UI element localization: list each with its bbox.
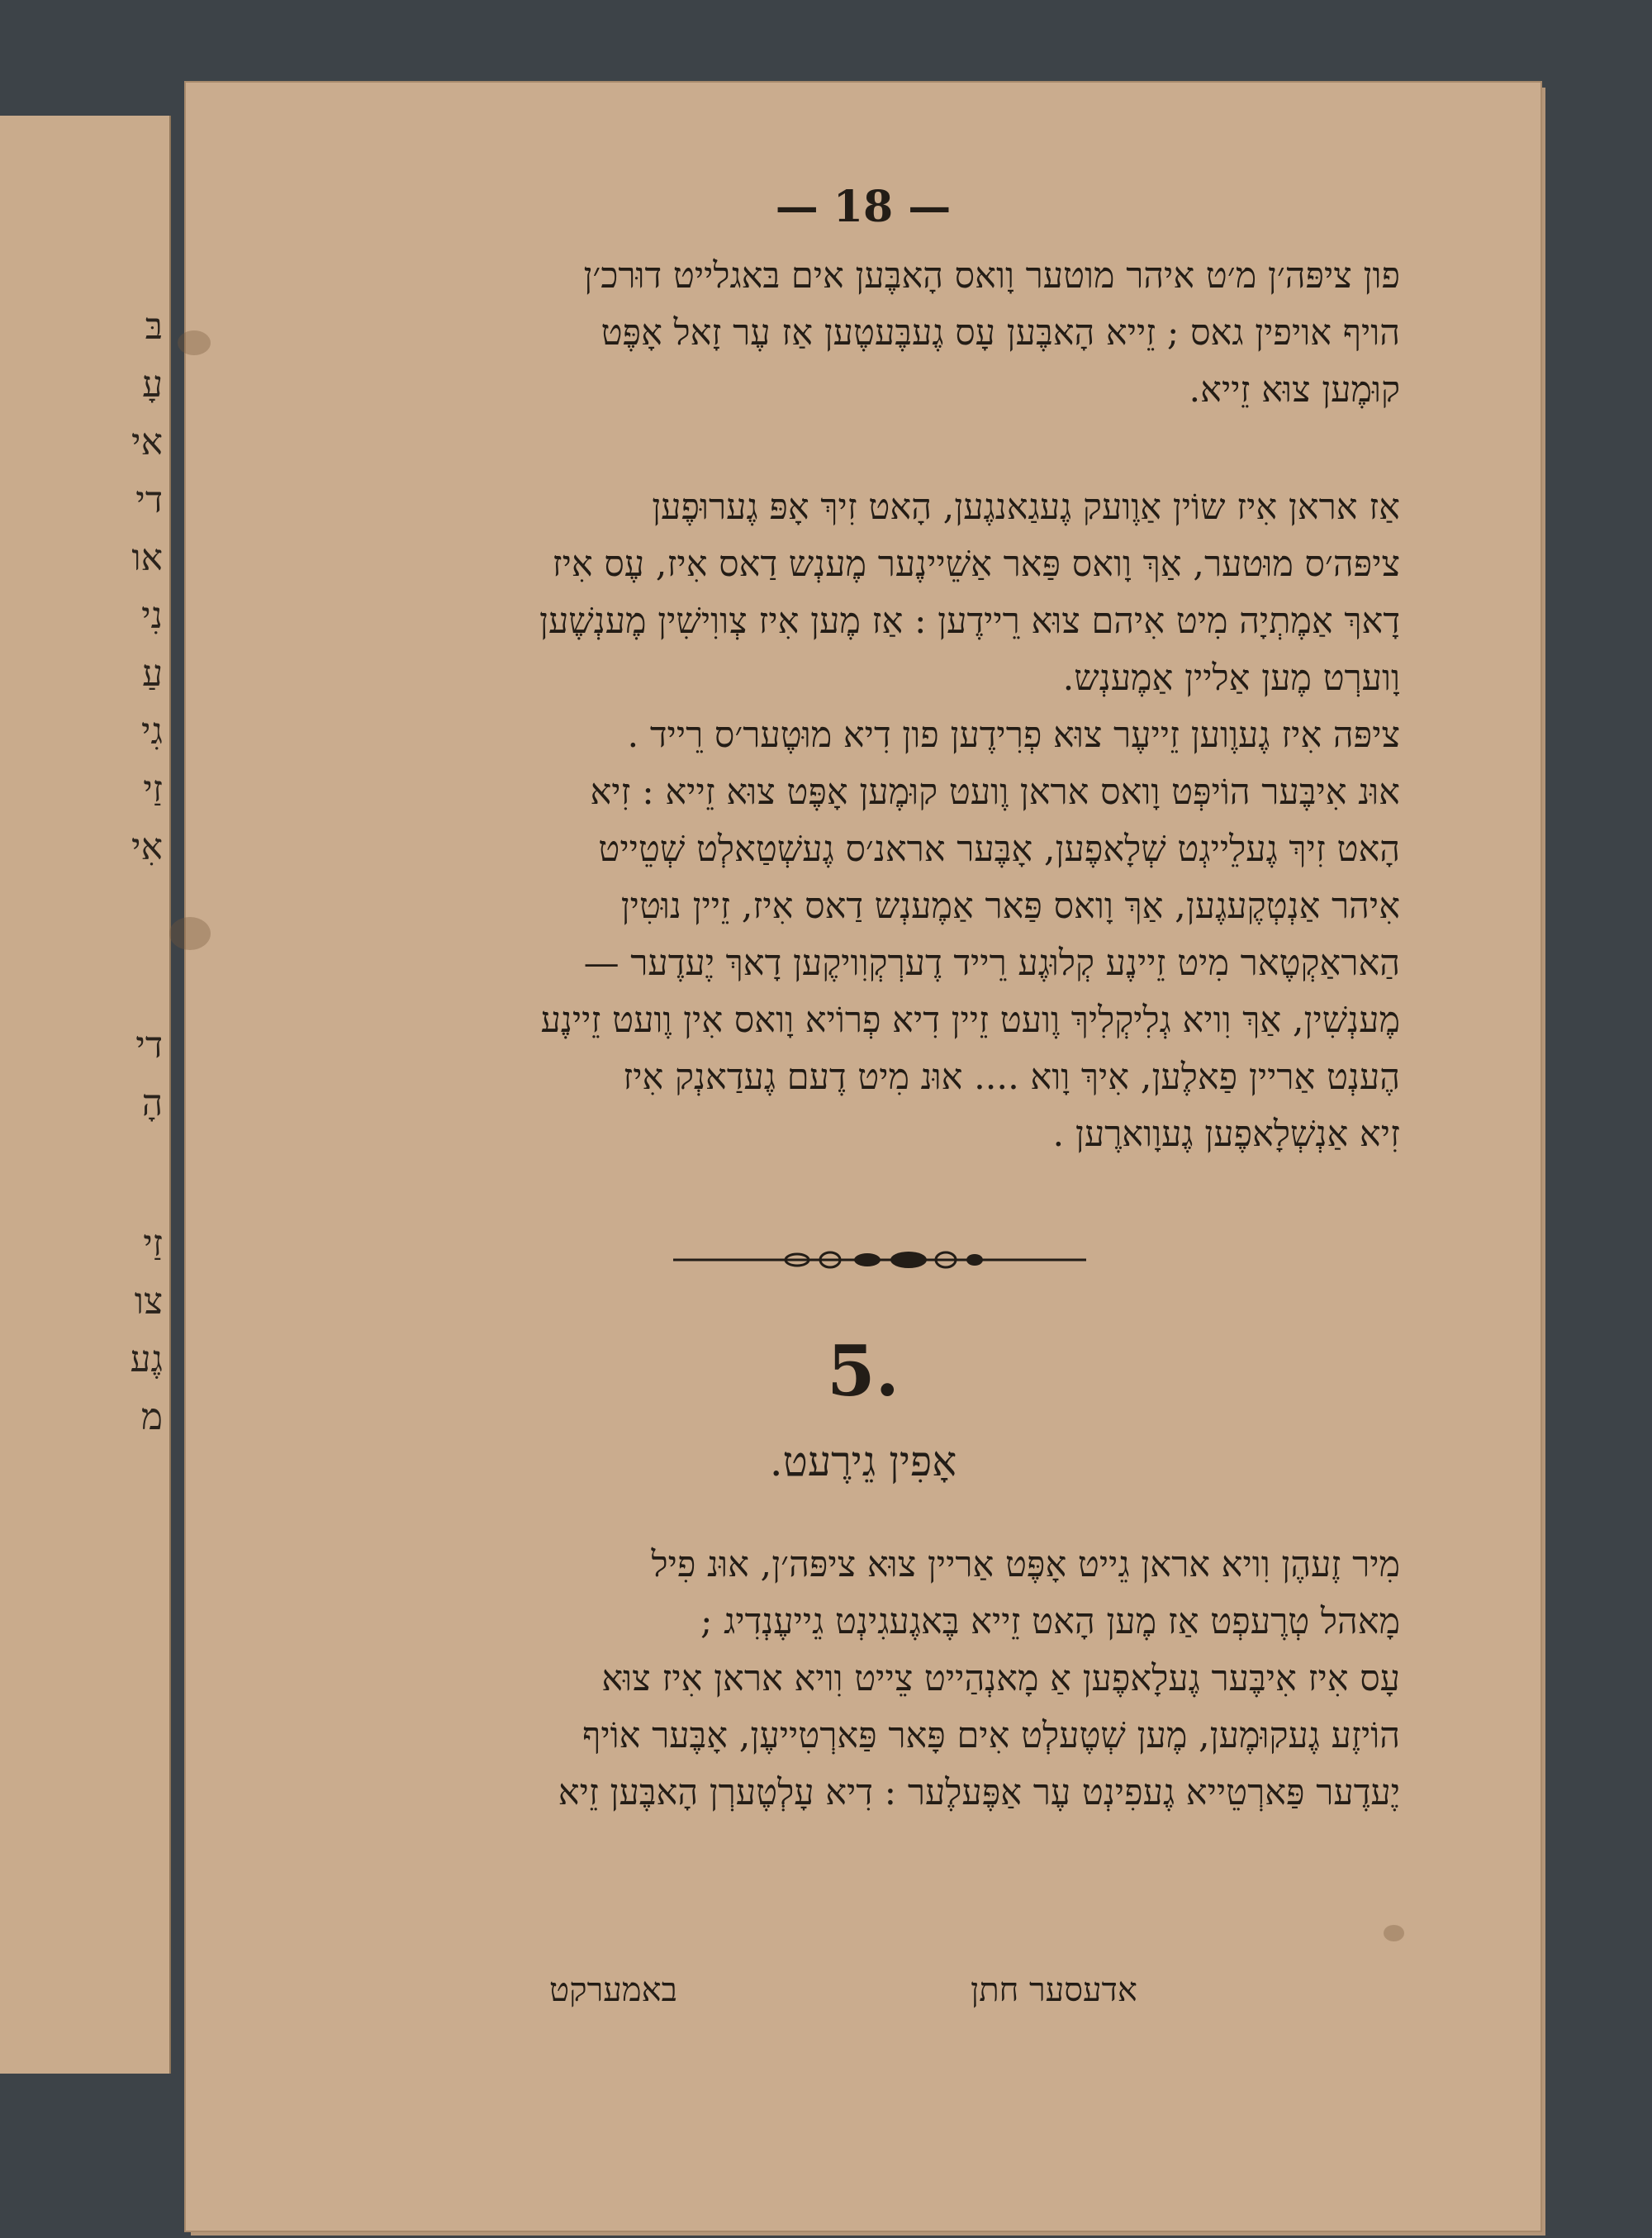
text-line: דָאךְ אַמֶתְיָה מִיט אִיהם צוּא רֵיידֶען : אַז מֶען אִיז צְווִישִׁין מֶענְשֶׁען bbox=[539, 601, 1400, 642]
ornamental-divider bbox=[673, 1247, 1086, 1272]
left-page-fragment: בּ bbox=[145, 306, 163, 348]
text-line: הֶענְט אַריין פַאלֶען, אִיךְ וָוא .... אוּנ מִיט דֶעם גֶעדַאנְק אִיז bbox=[623, 1057, 1400, 1098]
text-line: ציפּה אִיז גֶעוֶוען זֵייעֶר צוּא פְרִידֶען פון דִיא מוּטֶער׳ס רֵייד . bbox=[627, 715, 1400, 756]
chapter-number: 5. bbox=[827, 1330, 900, 1412]
left-page-fragment: די bbox=[135, 479, 163, 521]
left-page-fragment: מ bbox=[140, 1396, 163, 1438]
text-line: מִיר זֶעהֶן וִויא אראן גֵייט אָפֶּט אַריין צוּא ציפּה׳ן, אוּנ פִיל bbox=[651, 1544, 1400, 1585]
text-line: עָס אִיז אִיבֶּער גֶעלָאפֶען אַ מָאנְהַייט צֵייט וִויא אראן אִיז צוּא bbox=[601, 1658, 1400, 1699]
text-line: זִיא אַנְשְׁלָאפֶען גֶעוָוארֶען . bbox=[1052, 1114, 1400, 1155]
chapter-title: אָפִין גֵירֶעט. bbox=[769, 1437, 957, 1485]
page-number: — 18 — bbox=[775, 182, 952, 232]
text-line: יֶעדֶער פַּארְטֵייא גֶעפִינְט עֶר אַפֶּעלֶער : דִיא עָלְטֶערְן הָאבֶּען זֵיא bbox=[558, 1772, 1400, 1813]
text-line: הוֹיזֶע גֶעקוּמֶען, מֶען שְׁטֶעלְט אִים פָּאר פַּארְטִייעֶן, אָבֶּער אוֹיף bbox=[582, 1715, 1400, 1756]
text-line: הָאט זִיךְ גֶעלֵייגְט שְׁלָאפֶען, אָבֶּער אראנ׳ס גֶעשְׁטַאלְט שְׁטֵייט bbox=[598, 829, 1400, 870]
left-page-fragment: נִי bbox=[141, 595, 163, 637]
left-page-fragment: אי bbox=[131, 421, 163, 463]
paper-stain bbox=[1384, 1925, 1404, 1941]
left-page-fragment: די bbox=[135, 1024, 163, 1067]
text-line: ציפּה׳ס מוּטער, אַךְ וָואס פַּאר אַשֵׁיינֶער מֶענְש דַאס אִיז, עֶס אִיז bbox=[552, 544, 1400, 585]
text-line: הַאראַקְטֶאר מִיט זֵיינֶע קְלוּגֶע רֵייד דֶערְקְוִויקֶען דָאךְ יֶעדֶער — bbox=[583, 943, 1400, 984]
left-page-fragment: גִי bbox=[140, 710, 163, 753]
paragraph-2 bbox=[326, 479, 1400, 707]
left-page-fragment: עַ bbox=[142, 653, 163, 695]
text-line: מָאהל טְרֶעפְט אַז מֶען הָאט זֵייא בֶּאגֶעגִינְט גֵייעֶנְדִיג ; bbox=[700, 1601, 1400, 1642]
left-page-fragment: זַי bbox=[143, 1223, 163, 1265]
text-line: אוּנ אִיבֶּער הוֹיפְּט וָואס אראן וֶועט קוּמֶען אָפֶּט צוּא זֵייא : זִיא bbox=[590, 772, 1400, 813]
text-line: אַז אראן אִיז שוֹין אַוֶועק גֶעגַאנגֶען, הָאט זִיךְ אָפּ גֶערוּפֶען bbox=[652, 487, 1400, 528]
text-line: מֶענְשִׁין, אַךְ וִויא גְלִיקְלִיךְ וֶועט זֵיין דִיא פְרוֹיא וָואס אִין וֶועט זֵיינֶע bbox=[540, 1000, 1400, 1041]
text-line: קוּמֶען צוּא זֵייא. bbox=[1189, 369, 1400, 411]
text-line: הויף אויפין גאס ; זֵייא הָאבֶּען עָס גֶעבֶּעטֶען אַז עֶר זָאל אָפֶּט bbox=[601, 312, 1400, 354]
text-line: אִיהר אַנְטְקֶעגֶען, אַךְ וָואס פַּאר אַמֶענְש דַאס אִיז, זֵיין נוּטִין bbox=[620, 886, 1400, 927]
left-page-fragment: צו bbox=[134, 1281, 163, 1323]
left-page-fragment: גֶע bbox=[130, 1338, 163, 1380]
paragraph-1 bbox=[326, 248, 1400, 419]
text-line: פון ציפּה׳ן מ׳ט איהר מוטער וָואס הָאבֶּען אים בּאגלייט דוּרכ׳ן bbox=[583, 255, 1400, 297]
footer-note-left: באמערקט bbox=[549, 1971, 677, 2009]
left-page-fragment: עָ bbox=[142, 363, 163, 406]
left-page-fragment: הָ bbox=[141, 1082, 163, 1124]
left-page-edge bbox=[0, 116, 171, 2074]
paragraph-3 bbox=[326, 707, 1400, 1163]
left-page-fragment: או bbox=[131, 537, 163, 579]
footer-note-right: אדעסער חתן bbox=[971, 1971, 1137, 2009]
left-page-fragment: זַי bbox=[143, 768, 163, 810]
text-line: וָוערְט מֶען אַליין אַמֶענְש. bbox=[1062, 658, 1400, 699]
paper-stain bbox=[178, 330, 211, 355]
paragraph-4 bbox=[326, 1537, 1400, 1822]
paper-stain bbox=[169, 917, 211, 950]
book-page bbox=[186, 83, 1540, 2231]
left-page-fragment: אִי bbox=[131, 826, 163, 868]
